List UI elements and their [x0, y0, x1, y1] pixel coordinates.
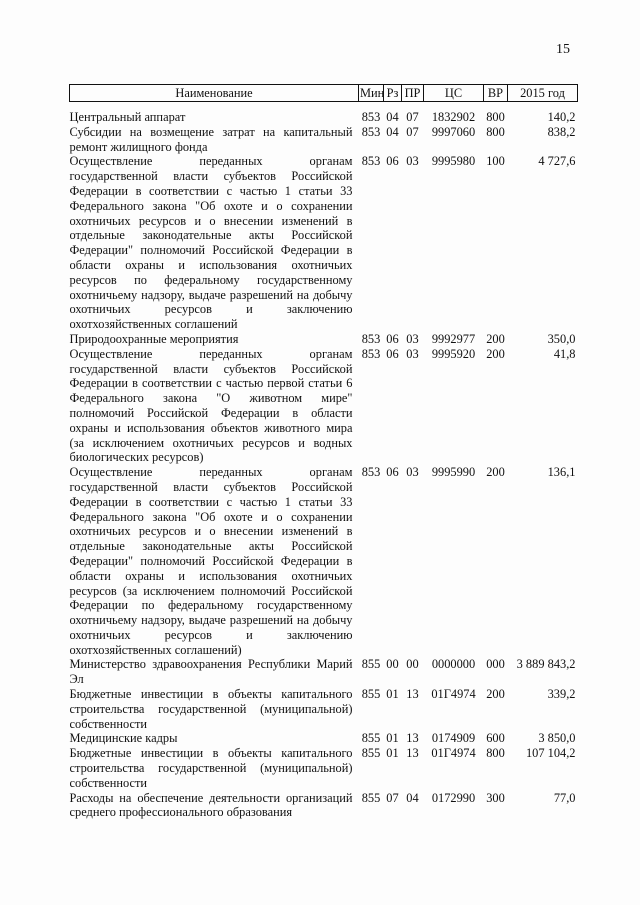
row-pr: 07 [406, 110, 419, 124]
header-min: Мин [360, 85, 385, 100]
row-cs: 0000000 [431, 657, 476, 672]
row-name: Природоохранные мероприятия [69, 331, 239, 346]
table-row [70, 746, 578, 790]
row-name: Центральный аппарат [69, 110, 186, 124]
row-min: 853 [361, 154, 381, 169]
table-row [70, 347, 578, 465]
row-name: Бюджетные инвестиции в объекты капитального строительства государственной (муниципальной) собственности [69, 687, 353, 731]
row-cs: 9995980 [431, 154, 476, 169]
row-cs: 9995920 [431, 346, 476, 361]
row-name: Осуществление переданных органам государственной власти субъектов Российской Федерации в соответствии с частью 1 статьи 33 Федерального закона "Об охоте и о сохранении охотничьих ресурсов и о внесении изменений в отдельные законодательные акты Российской Федерации" полномочий Российской Федерации в области охраны и использования охотничьих ресурсов по федеральному государственному охотничьему надзору, выдаче разрешений на добычу охотничьих ресурсов и заключению охотхозяйственных соглашений [69, 154, 353, 332]
row-name: Бюджетные инвестиции в объекты капитального строительства государственной (муниципальной) собственности [69, 746, 353, 790]
row-rz: 07 [386, 790, 399, 805]
row-vr: 000 [486, 657, 505, 672]
row-amount: 3 889 843,2 [516, 657, 576, 672]
row-rz: 06 [386, 346, 399, 361]
row-pr: 04 [406, 790, 419, 805]
row-cs: 01Г4974 [431, 746, 476, 761]
row-vr: 100 [486, 154, 505, 169]
row-min: 855 [361, 687, 381, 702]
row-rz: 06 [386, 331, 399, 346]
row-cs: 0172990 [431, 790, 476, 805]
table-body [70, 102, 578, 821]
row-cs: 1832902 [431, 110, 476, 124]
table-row [70, 154, 578, 332]
header-year: 2015 год [508, 85, 578, 102]
row-vr: 800 [486, 746, 505, 761]
row-name: Субсидии на возмещение затрат на капитальный ремонт жилищного фонда [69, 124, 353, 154]
row-cs: 9995990 [431, 465, 476, 480]
row-name: Министерство здравоохранения Республики Марий Эл [69, 657, 353, 687]
header-spacer [70, 102, 578, 111]
budget-table [69, 84, 578, 820]
row-rz: 06 [386, 154, 399, 169]
row-cs: 0174909 [431, 731, 476, 746]
row-amount: 41,8 [553, 346, 576, 361]
row-rz: 01 [386, 731, 399, 746]
row-min: 853 [361, 110, 381, 124]
row-name: Расходы на обеспечение деятельности организаций среднего профессионального образования [69, 790, 353, 820]
row-cs: 9992977 [431, 331, 476, 346]
row-pr: 03 [406, 154, 419, 169]
table-row [70, 657, 578, 687]
row-min: 853 [361, 331, 381, 346]
row-amount: 3 850,0 [538, 731, 576, 746]
table-header-row [70, 85, 578, 102]
row-pr: 03 [406, 465, 419, 480]
row-cs: 01Г4974 [431, 687, 476, 702]
row-vr: 800 [486, 110, 505, 124]
table-row [70, 110, 578, 125]
row-pr: 03 [406, 346, 419, 361]
row-pr: 00 [406, 657, 419, 672]
row-min: 855 [361, 746, 381, 761]
page-number: 15 [556, 42, 570, 57]
row-amount: 140,2 [547, 110, 576, 124]
row-name: Осуществление переданных органам государственной власти субъектов Российской Федерации в соответствии с частью первой статьи 6 Федерального закона "О животном мире" полномочий Российской Федерации в области охраны и использования объектов животного мира (за исключением охотничьих ресурсов и водных биологических ресурсов) [69, 346, 353, 465]
row-min: 853 [361, 465, 381, 480]
row-vr: 300 [486, 790, 505, 805]
row-pr: 07 [406, 124, 419, 139]
row-rz: 00 [386, 657, 399, 672]
table-row [70, 731, 578, 746]
row-cs: 9997060 [431, 124, 476, 139]
table-row [70, 465, 578, 657]
header-vr: ВР [484, 85, 508, 102]
row-min: 855 [361, 657, 381, 672]
row-min: 855 [361, 731, 381, 746]
row-rz: 04 [386, 110, 399, 124]
row-pr: 13 [406, 746, 419, 761]
row-pr: 03 [406, 331, 419, 346]
row-vr: 600 [486, 731, 505, 746]
row-amount: 838,2 [547, 124, 576, 139]
row-vr: 800 [486, 124, 505, 139]
row-amount: 4 727,6 [538, 154, 576, 169]
header-name: Наименование [70, 85, 359, 102]
row-amount: 339,2 [547, 687, 576, 702]
row-name: Медицинские кадры [69, 731, 178, 746]
row-rz: 01 [386, 687, 399, 702]
row-amount: 350,0 [547, 331, 576, 346]
row-vr: 200 [486, 687, 505, 702]
row-amount: 107 104,2 [525, 746, 576, 761]
table-row [70, 125, 578, 155]
row-rz: 01 [386, 746, 399, 761]
row-pr: 13 [406, 731, 419, 746]
row-vr: 200 [486, 331, 505, 346]
header-rz: Рз [384, 85, 402, 102]
row-amount: 136,1 [547, 465, 576, 480]
table-row [70, 687, 578, 731]
row-rz: 06 [386, 465, 399, 480]
row-vr: 200 [486, 346, 505, 361]
table-row [70, 791, 578, 821]
row-min: 855 [361, 790, 381, 805]
header-cs: ЦС [424, 85, 484, 102]
row-amount: 77,0 [553, 790, 576, 805]
table-row [70, 332, 578, 347]
row-min: 853 [361, 124, 381, 139]
header-pr: ПР [402, 85, 424, 102]
row-vr: 200 [486, 465, 505, 480]
row-rz: 04 [386, 124, 399, 139]
row-name: Осуществление переданных органам государственной власти субъектов Российской Федерации в соответствии с частью 1 статьи 33 Федерального закона "Об охоте и о сохранении охотничьих ресурсов и о внесении изменений в отдельные законодательные акты Российской Федерации" полномочий Российской Федерации в области охраны и использования охотничьих ресурсов (за исключением полномочий Российской Федерации по федеральному государственному охотничьему надзору, выдаче разрешений на добычу охотничьих ресурсов и заключению охотхозяйственных соглашений) [69, 465, 353, 657]
row-pr: 13 [406, 687, 419, 702]
row-min: 853 [361, 346, 381, 361]
